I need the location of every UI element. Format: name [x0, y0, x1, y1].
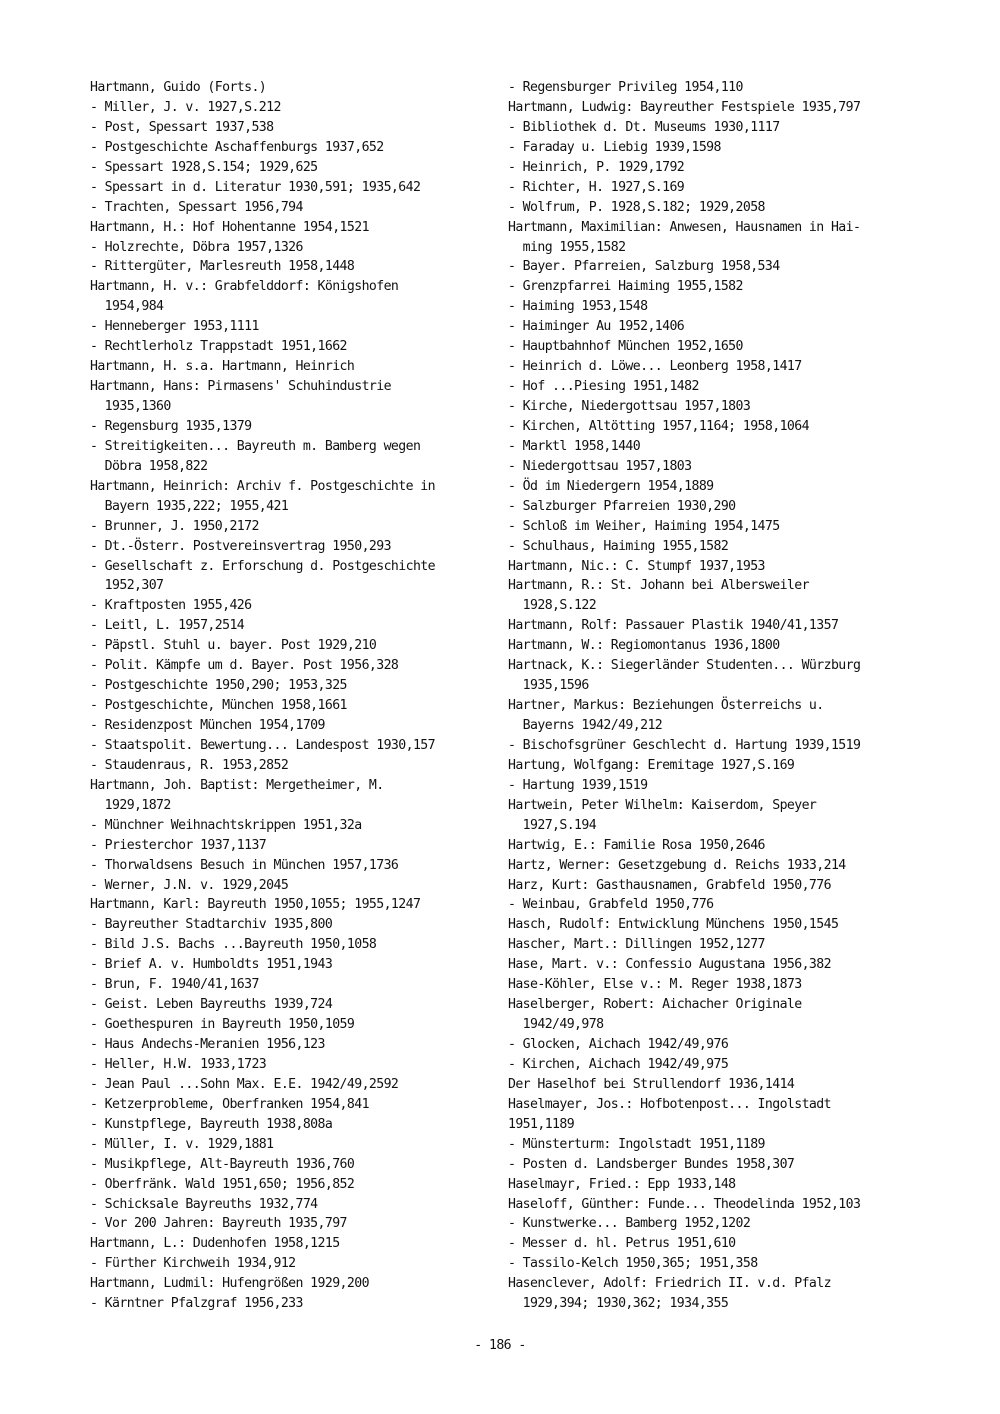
index-entry-line: Hartmann, H. v.: Grabfelddorf: Königshofen	[90, 279, 399, 295]
index-entry-line: Hasenclever, Adolf: Friedrich II. v.d. Pfalz	[508, 1276, 831, 1292]
index-entry-line: - Kraftposten 1955,426	[90, 598, 252, 614]
index-entry-line: - Brief A. v. Humboldts 1951,1943	[90, 957, 333, 973]
index-entry-line: - Leitl, L. 1957,2514	[90, 618, 245, 634]
index-entry-line: 1927,S.194	[508, 817, 597, 833]
index-entry-line: Hartmann, R.: St. Johann bei Albersweiler	[508, 578, 809, 594]
index-entry-line: Hase, Mart. v.: Confessio Augustana 1956,382	[508, 957, 831, 973]
index-entry-line: Hartner, Markus: Beziehungen Österreichs u.	[508, 698, 824, 714]
index-entry-line: Hascher, Mart.: Dillingen 1952,1277	[508, 937, 765, 953]
index-entry-line: - Heinrich, P. 1929,1792	[508, 159, 685, 175]
index-entry-line: - Postgeschichte, München 1958,1661	[90, 698, 347, 714]
index-entry-line: - Posten d. Landsberger Bundes 1958,307	[508, 1156, 795, 1172]
index-entry-line: Hartmann, Ludmil: Hufengrößen 1929,200	[90, 1276, 369, 1292]
index-entry-line: - Henneberger 1953,1111	[90, 319, 259, 335]
index-entry-line: Hartmann, Rolf: Passauer Plastik 1940/41,1357	[508, 618, 839, 634]
index-entry-line: - Bild J.S. Bachs ...Bayreuth 1950,1058	[90, 937, 377, 953]
index-entry-line: - Müller, I. v. 1929,1881	[90, 1136, 274, 1152]
index-entry-line: - Kunstpflege, Bayreuth 1938,808a	[90, 1116, 333, 1132]
index-entry-line: - Miller, J. v. 1927,S.212	[90, 99, 281, 115]
index-entry-line: - Hof ...Piesing 1951,1482	[508, 379, 699, 395]
index-entry-line: - Residenzpost München 1954,1709	[90, 718, 325, 733]
index-entry-line: - Bayreuther Stadtarchiv 1935,800	[90, 917, 333, 933]
index-entry-line: ming 1955,1582	[508, 239, 626, 255]
index-entry-line: - Marktl 1958,1440	[508, 438, 641, 454]
index-entry-line: Hartmann, Heinrich: Archiv f. Postgeschichte in	[90, 478, 435, 494]
index-entry-line: - Postgeschichte 1950,290; 1953,325	[90, 678, 347, 694]
index-entry-line: - Fürther Kirchweih 1934,912	[90, 1256, 296, 1272]
index-entry-line: - Postgeschichte Aschaffenburgs 1937,652	[90, 139, 384, 155]
index-entry-line: 1929,1872	[90, 797, 171, 813]
index-entry-line: - Regensburger Privileg 1954,110	[508, 80, 743, 95]
index-entry-line: - Weinbau, Grabfeld 1950,776	[508, 897, 714, 913]
index-entry-line: Bayern 1935,222; 1955,421	[90, 498, 289, 514]
page-number: - 186 -	[474, 1338, 526, 1353]
index-entry-line: - Hauptbahnhof München 1952,1650	[508, 339, 743, 355]
index-entry-line: - Goethespuren in Bayreuth 1950,1059	[90, 1017, 355, 1033]
index-entry-line: - Staatspolit. Bewertung... Landespost 1930,157	[90, 737, 435, 753]
index-entry-line: Hartnack, K.: Siegerländer Studenten... Würzburg	[508, 658, 861, 674]
index-entry-line: 1935,1360	[90, 399, 171, 414]
index-entry-line: - Faraday u. Liebig 1939,1598	[508, 139, 721, 155]
index-entry-line: - Priesterchor 1937,1137	[90, 837, 267, 853]
index-entry-line: - Haus Andechs-Meranien 1956,123	[90, 1037, 325, 1052]
index-entry-line: - Vor 200 Jahren: Bayreuth 1935,797	[90, 1216, 347, 1232]
index-entry-line: - Post, Spessart 1937,538	[90, 119, 274, 135]
index-entry-line: Haselmayr, Fried.: Epp 1933,148	[508, 1176, 736, 1192]
index-entry-line: - Ketzerprobleme, Oberfranken 1954,841	[90, 1096, 369, 1112]
index-entry-line: Der Haselhof bei Strullendorf 1936,1414	[508, 1076, 795, 1092]
index-entry-line: - Thorwaldsens Besuch in München 1957,1736	[90, 857, 399, 873]
index-entry-line: Hartmann, H.: Hof Hohentanne 1954,1521	[90, 219, 369, 235]
index-entry-line: - Schloß im Weiher, Haiming 1954,1475	[508, 518, 780, 534]
index-entry-line: - Haiminger Au 1952,1406	[508, 319, 685, 335]
index-entry-line: - Hartung 1939,1519	[508, 777, 648, 793]
index-entry-line: - Werner, J.N. v. 1929,2045	[90, 877, 289, 893]
left-column	[90, 78, 490, 1314]
index-entry-line: - Staudenraus, R. 1953,2852	[90, 757, 289, 773]
index-entry-line: - Kirche, Niedergottsau 1957,1803	[508, 399, 751, 414]
index-entry-line: - Spessart 1928,S.154; 1929,625	[90, 159, 318, 175]
index-entry-line: - Glocken, Aichach 1942/49,976	[508, 1037, 729, 1052]
index-entry-line: - Regensburg 1935,1379	[90, 418, 252, 434]
index-entry-line: - Wolfrum, P. 1928,S.182; 1929,2058	[508, 199, 765, 215]
index-entry-line: 1935,1596	[508, 678, 589, 694]
index-entry-line: - Kirchen, Altötting 1957,1164; 1958,1064	[508, 418, 809, 434]
index-entry-line: - Kärntner Pfalzgraf 1956,233	[90, 1296, 303, 1312]
index-entry-line: - Öd im Niedergern 1954,1889	[508, 478, 714, 494]
index-entry-line: Haselmayer, Jos.: Hofbotenpost... Ingolstadt	[508, 1096, 831, 1112]
index-entry-line: - Holzrechte, Döbra 1957,1326	[90, 239, 303, 255]
index-entry-line: - Kirchen, Aichach 1942/49,975	[508, 1056, 729, 1072]
index-entry-line: - Päpstl. Stuhl u. bayer. Post 1929,210	[90, 638, 377, 654]
index-entry-line: Hartwig, E.: Familie Rosa 1950,2646	[508, 837, 765, 853]
index-entry-line: - Bischofsgrüner Geschlecht d. Hartung 1939,1519	[508, 737, 861, 753]
index-entry-line: Hartmann, Maximilian: Anwesen, Hausnamen in Hai-	[508, 219, 861, 235]
index-entry-line: - Bayer. Pfarreien, Salzburg 1958,534	[508, 259, 780, 275]
index-entry-line: 1952,307	[90, 578, 164, 594]
index-entry-line: Hartmann, Guido (Forts.)	[90, 80, 267, 95]
index-entry-line: - Trachten, Spessart 1956,794	[90, 199, 303, 215]
index-entry-line: - Salzburger Pfarreien 1930,290	[508, 498, 736, 514]
index-entry-line: - Bibliothek d. Dt. Museums 1930,1117	[508, 119, 780, 135]
index-entry-line: - Oberfränk. Wald 1951,650; 1956,852	[90, 1176, 355, 1192]
index-entry-line: Hartmann, Hans: Pirmasens' Schuhindustrie	[90, 379, 391, 395]
index-entry-line: Hartmann, Nic.: C. Stumpf 1937,1953	[508, 558, 765, 574]
right-column	[508, 78, 908, 1314]
index-entry-line: Hartmann, H. s.a. Hartmann, Heinrich	[90, 359, 355, 375]
index-entry-line: - Heinrich d. Löwe... Leonberg 1958,1417	[508, 359, 802, 375]
index-entry-line: - Haiming 1953,1548	[508, 299, 648, 315]
index-entry-line: - Grenzpfarrei Haiming 1955,1582	[508, 279, 743, 295]
index-entry-line: - Streitigkeiten... Bayreuth m. Bamberg wegen	[90, 438, 421, 454]
index-entry-line: Hartmann, L.: Dudenhofen 1958,1215	[90, 1236, 340, 1252]
index-entry-line: Hartmann, Karl: Bayreuth 1950,1055; 1955,1247	[90, 897, 421, 913]
index-entry-line: - Spessart in d. Literatur 1930,591; 1935,642	[90, 179, 421, 195]
index-entry-line: Hartung, Wolfgang: Eremitage 1927,S.169	[508, 757, 795, 773]
index-entry-line: - Jean Paul ...Sohn Max. E.E. 1942/49,2592	[90, 1076, 399, 1092]
index-entry-line: 1942/49,978	[508, 1017, 604, 1033]
index-entry-line: - Geist. Leben Bayreuths 1939,724	[90, 997, 333, 1013]
index-entry-line: Harz, Kurt: Gasthausnamen, Grabfeld 1950,776	[508, 877, 831, 893]
index-entry-line: Haseloff, Günther: Funde... Theodelinda 1952,103	[508, 1196, 861, 1212]
index-entry-line: - Niedergottsau 1957,1803	[508, 458, 692, 474]
index-entry-line: - Gesellschaft z. Erforschung d. Postgeschichte	[90, 558, 435, 574]
index-entry-line: 1928,S.122	[508, 598, 597, 614]
index-entry-line: Hartz, Werner: Gesetzgebung d. Reichs 1933,214	[508, 857, 846, 873]
index-entry-line: - Schulhaus, Haiming 1955,1582	[508, 538, 729, 554]
index-entry-line: 1929,394; 1930,362; 1934,355	[508, 1296, 729, 1312]
index-entry-line: - Heller, H.W. 1933,1723	[90, 1056, 267, 1072]
index-entry-line: 1954,984	[90, 299, 164, 315]
index-entry-line: - Musikpflege, Alt-Bayreuth 1936,760	[90, 1156, 355, 1172]
index-entry-line: - Rechtlerholz Trappstadt 1951,1662	[90, 339, 347, 355]
index-entry-line: Hasch, Rudolf: Entwicklung Münchens 1950,1545	[508, 917, 839, 933]
index-entry-line: Döbra 1958,822	[90, 458, 208, 474]
index-entry-line: - Brun, F. 1940/41,1637	[90, 977, 259, 993]
index-entry-line: - Rittergüter, Marlesreuth 1958,1448	[90, 259, 355, 275]
index-entry-line: - Messer d. hl. Petrus 1951,610	[508, 1236, 736, 1252]
index-entry-line: - Münsterturm: Ingolstadt 1951,1189	[508, 1136, 765, 1152]
index-entry-line: - Brunner, J. 1950,2172	[90, 518, 259, 534]
index-entry-line: Hartmann, Ludwig: Bayreuther Festspiele 1935,797	[508, 99, 861, 115]
index-entry-line: - Münchner Weihnachtskrippen 1951,32a	[90, 817, 362, 833]
index-entry-line: - Kunstwerke... Bamberg 1952,1202	[508, 1216, 751, 1232]
index-entry-line: Haselberger, Robert: Aichacher Originale	[508, 997, 802, 1013]
index-entry-line: - Dt.-Österr. Postvereinsvertrag 1950,293	[90, 538, 391, 554]
index-entry-line: - Schicksale Bayreuths 1932,774	[90, 1196, 318, 1212]
index-entry-line: Hartmann, Joh. Baptist: Mergetheimer, M.	[90, 777, 384, 793]
index-entry-line: - Richter, H. 1927,S.169	[508, 179, 685, 195]
index-entry-line: Bayerns 1942/49,212	[508, 718, 663, 733]
index-entry-line: Hartwein, Peter Wilhelm: Kaiserdom, Speyer	[508, 797, 817, 813]
index-entry-line: Hase-Köhler, Else v.: M. Reger 1938,1873	[508, 977, 802, 993]
index-entry-line: Hartmann, W.: Regiomontanus 1936,1800	[508, 638, 780, 654]
index-entry-line: - Tassilo-Kelch 1950,365; 1951,358	[508, 1256, 758, 1272]
index-entry-line: - Polit. Kämpfe um d. Bayer. Post 1956,328	[90, 658, 399, 674]
index-entry-line: 1951,1189	[508, 1116, 575, 1132]
